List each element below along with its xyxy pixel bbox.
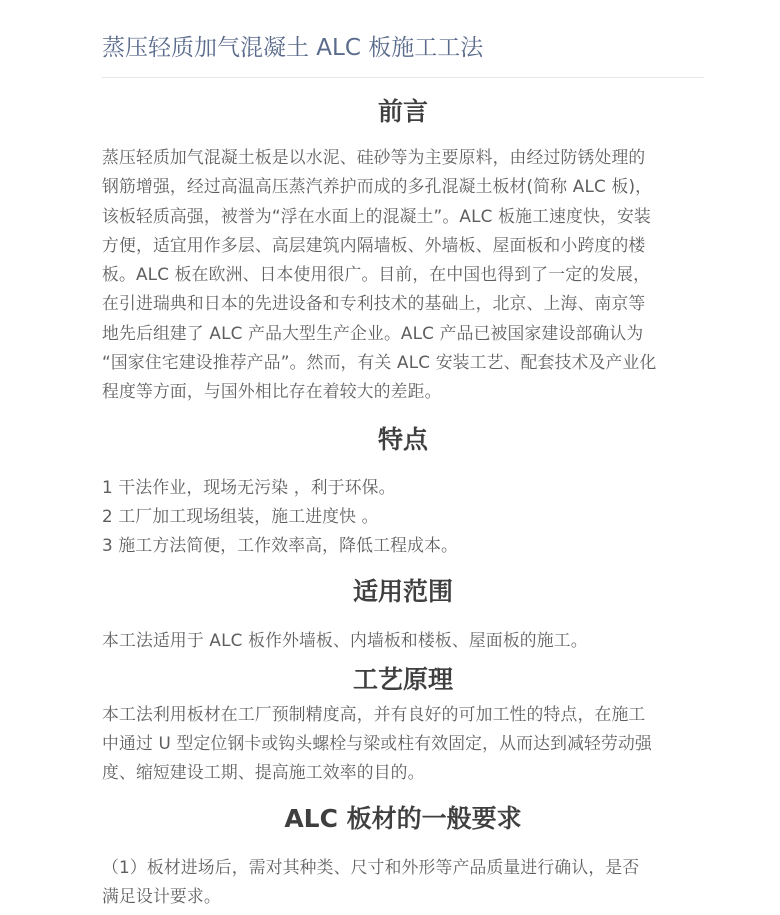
feature-item: 1 干法作业，现场无污染 ，利于环保。 xyxy=(102,476,396,497)
principle-line: 度、缩短建设工期、提高施工效率的目的。 xyxy=(102,762,425,783)
preface-line: 程度等方面，与国外相比存在着较大的差距。 xyxy=(102,381,442,402)
preface-line: 钢筋增强，经过高温高压蒸汽养护而成的多孔混凝土板材(简称 ALC 板)， xyxy=(102,176,653,197)
preface-line: 方便，适宜用作多层、高层建筑内隔墙板、外墙板、屋面板和小跨度的楼 xyxy=(102,234,646,255)
features-list xyxy=(102,473,704,561)
scope-line: 本工法适用于 ALC 板作外墙板、内墙板和楼板、屋面板的施工。 xyxy=(102,629,588,650)
preface-line: 地先后组建了 ALC 产品大型生产企业。ALC 产品已被国家建设部确认为 xyxy=(102,322,644,343)
preface-line: “国家住宅建设推荐产品”。然而，有关 ALC 安装工艺、配套技术及产业化 xyxy=(102,352,657,373)
scope-heading: 适用范围 xyxy=(352,576,453,606)
preface-line: 该板轻质高强，被誉为“浮在水面上的混凝土”。ALC 板施工速度快，安装 xyxy=(102,205,651,226)
preface-paragraph xyxy=(102,143,704,407)
preface-heading: 前言 xyxy=(377,97,428,126)
article xyxy=(102,0,704,911)
requirements-line: （1）板材进场后，需对其种类、尺寸和外形等产品质量进行确认，是否 xyxy=(102,856,640,877)
article-title: 蒸压轻质加气混凝土 ALC 板施工工法 xyxy=(102,0,704,78)
requirements-line: 满足设计要求。 xyxy=(102,886,221,907)
features-heading: 特点 xyxy=(377,424,428,454)
requirements-heading: ALC 板材的一般要求 xyxy=(284,803,522,833)
principle-line: 中通过 U 型定位钢卡或钩头螺栓与梁或柱有效固定，从而达到减轻劳动强 xyxy=(102,733,652,754)
requirements-paragraph xyxy=(102,853,704,912)
principle-heading: 工艺原理 xyxy=(352,664,453,694)
preface-line: 板。ALC 板在欧洲、日本使用很广。目前，在中国也得到了一定的发展， xyxy=(102,264,651,285)
principle-line: 本工法利用板材在工厂预制精度高，并有良好的可加工性的特点，在施工 xyxy=(102,703,646,724)
preface-line: 在引进瑞典和日本的先进设备和专利技术的基础上，北京、上海、南京等 xyxy=(102,293,646,314)
feature-item: 2 工厂加工现场组装，施工进度快 。 xyxy=(102,505,379,526)
scope-paragraph xyxy=(102,626,704,655)
preface-line: 蒸压轻质加气混凝土板是以水泥、硅砂等为主要原料，由经过防锈处理的 xyxy=(102,147,646,167)
principle-paragraph xyxy=(102,700,704,788)
feature-item: 3 施工方法简便，工作效率高，降低工程成本。 xyxy=(102,535,459,556)
